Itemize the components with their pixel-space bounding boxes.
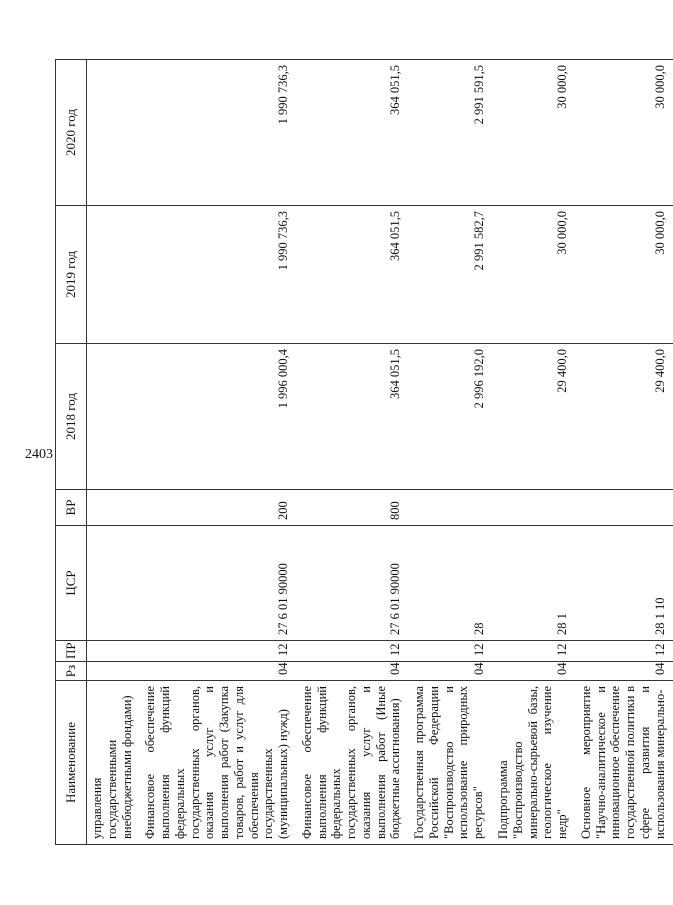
header-2020: 2020 год [56, 60, 87, 206]
row-2019: 364 051,5 [297, 206, 409, 344]
page-number: 2403 [25, 447, 53, 462]
row-2018: 1 996 000,4 [140, 344, 297, 490]
row-2019: 30 000,0 [576, 206, 673, 344]
table-row [409, 60, 493, 845]
row-csr: 28 [409, 526, 493, 641]
row-rz: 04 [493, 662, 576, 681]
row-2020: 364 051,5 [297, 60, 409, 206]
row-pr: 12 [297, 641, 409, 662]
row-vr [409, 490, 493, 526]
row-name: Основное мероприятие "Научно-аналитическое и инновационное обеспечение государственной политики в сфере развития и использования минерально- [576, 681, 673, 845]
row-2020: 2 991 591,5 [409, 60, 493, 206]
row-pr: 12 [409, 641, 493, 662]
row-csr: 27 6 01 90000 [140, 526, 297, 641]
row-2020: 1 990 736,3 [140, 60, 297, 206]
row-rz: 04 [297, 662, 409, 681]
row-name: Государственная программа Российской Федерации "Воспроизводство и использование природных ресурсов" [409, 681, 493, 845]
row-name: Финансовое обеспечение выполнения функций федеральных государственных органов, оказания услуг и выполнения работ (Закупка товаров, работ и услуг для обеспечения государственных (муниципальных) нужд) [140, 681, 297, 845]
row-2018: 29 400,0 [493, 344, 576, 490]
row-vr [493, 490, 576, 526]
row-vr [576, 490, 673, 526]
row-2019: 30 000,0 [493, 206, 576, 344]
row-2020: 30 000,0 [493, 60, 576, 206]
row-pr: 12 [576, 641, 673, 662]
row-2019 [87, 206, 141, 344]
table-row [576, 60, 673, 845]
header-vr: ВР [56, 490, 87, 526]
row-rz: 04 [140, 662, 297, 681]
row-vr [87, 490, 141, 526]
row-2018 [87, 344, 141, 490]
row-vr: 200 [140, 490, 297, 526]
row-2020: 30 000,0 [576, 60, 673, 206]
header-rz: Рз [56, 662, 87, 681]
row-pr [87, 641, 141, 662]
row-rz: 04 [576, 662, 673, 681]
header-csr: ЦСР [56, 526, 87, 641]
row-name: управления государственными внебюджетными фондами) [87, 681, 141, 845]
row-2020 [87, 60, 141, 206]
row-csr: 28 1 10 [576, 526, 673, 641]
row-2019: 2 991 582,7 [409, 206, 493, 344]
table-row [493, 60, 576, 845]
header-name: Наименование [56, 681, 87, 845]
header-pr: ПР [56, 641, 87, 662]
row-pr: 12 [140, 641, 297, 662]
header-row [56, 60, 87, 845]
row-csr [87, 526, 141, 641]
row-name: Подпрограмма "Воспроизводство минерально-сырьевой базы, геологическое изучение недр" [493, 681, 576, 845]
row-2018: 2 996 192,0 [409, 344, 493, 490]
row-vr: 800 [297, 490, 409, 526]
table-row [297, 60, 409, 845]
header-2018: 2018 год [56, 344, 87, 490]
row-2018: 364 051,5 [297, 344, 409, 490]
table-row [87, 60, 141, 845]
row-name: Финансовое обеспечение выполнения функций федеральных государственных органов, оказания услуг и выполнения работ (Иные бюджетные ассигнования) [297, 681, 409, 845]
table-row [140, 60, 297, 845]
row-csr: 28 1 [493, 526, 576, 641]
budget-table [55, 59, 673, 845]
row-pr: 12 [493, 641, 576, 662]
row-rz: 04 [409, 662, 493, 681]
budget-table-rotated [55, 60, 667, 845]
row-2018: 29 400,0 [576, 344, 673, 490]
row-rz [87, 662, 141, 681]
row-csr: 27 6 01 90000 [297, 526, 409, 641]
header-2019: 2019 год [56, 206, 87, 344]
row-2019: 1 990 736,3 [140, 206, 297, 344]
